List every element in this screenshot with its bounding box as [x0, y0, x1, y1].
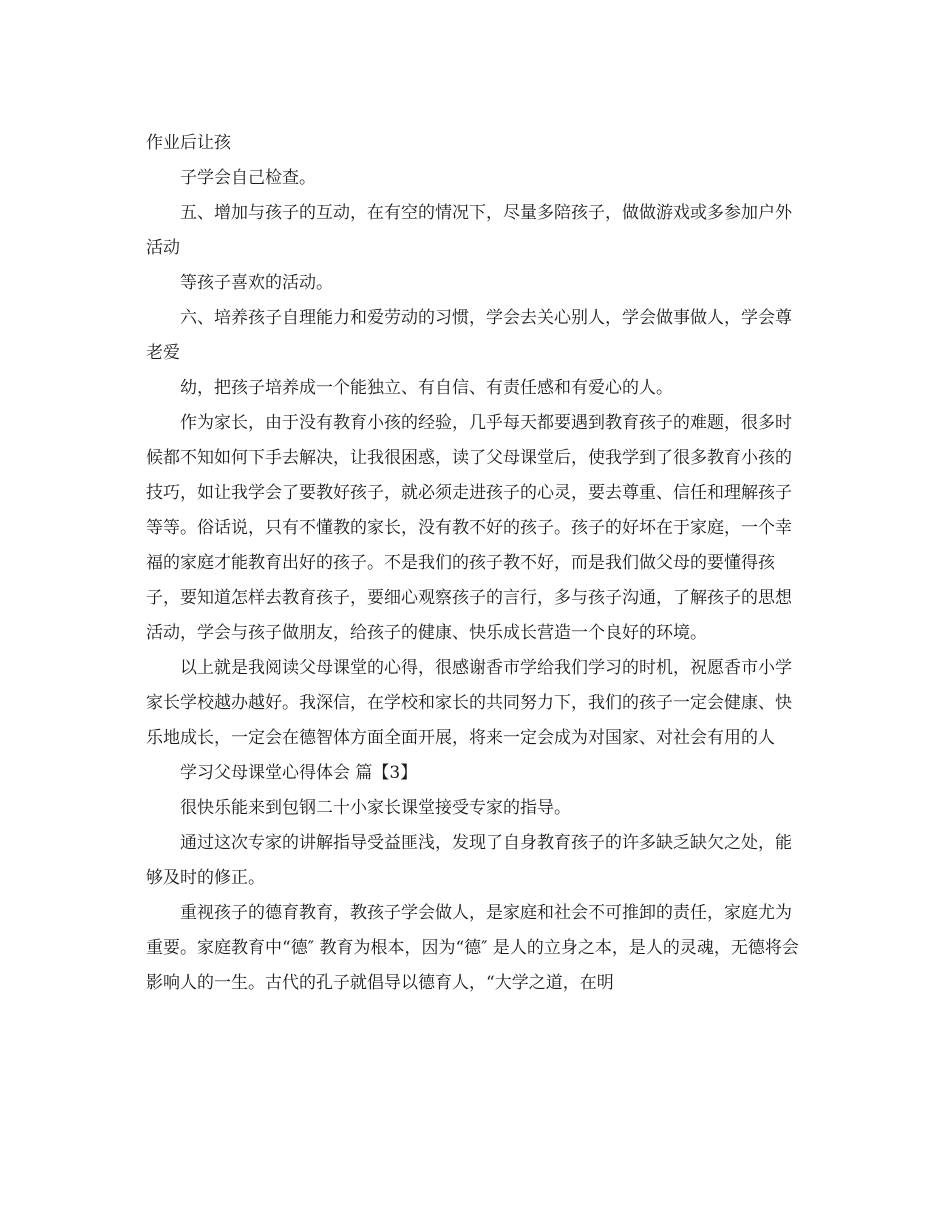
paragraph-8: 以上就是我阅读父母课堂的心得，很感谢香市学给我们学习的时机，祝愿香市小学家长学校越办越好。我深信，在学校和家长的共同努力下，我们的孩子一定会健康、快乐地成长，一定会在德智体方面全面开展，将来一定会成为对国家、对社会有用的人: [146, 658, 792, 748]
paragraph-10: 通过这次专家的讲解指导受益匪浅，发现了自身教育孩子的许多缺乏缺欠之处，能够及时的修正。: [146, 833, 792, 888]
paragraph-1: 作业后让孩: [146, 133, 231, 153]
paragraph-9: 很快乐能来到包钢二十小家长课堂接受专家的指导。: [180, 798, 571, 818]
paragraph-3: 五、增加与孩子的互动，在有空的情况下，尽量多陪孩子，做做游戏或多参加户外活动: [146, 203, 792, 258]
paragraph-11: 重视孩子的德育教育，教孩子学会做人，是家庭和社会不可推卸的责任，家庭尤为重要。家庭教育中“德″ 教育为根本，因为“德″ 是人的立身之本，是人的灵魂，无德将会影响人的一生。古代的孔子就倡导以德育人，“大学之道，在明: [146, 903, 799, 993]
section-heading: 学习父母课堂心得体会 篇【3】: [180, 763, 418, 783]
paragraph-4: 等孩子喜欢的活动。: [180, 273, 333, 293]
document-body: [146, 126, 802, 1001]
paragraph-7: 作为家长，由于没有教育小孩的经验，几乎每天都要遇到教育孩子的难题，很多时候都不知如何下手去解决，让我很困惑，读了父母课堂后，使我学到了很多教育小孩的技巧，如让我学会了要教好孩子，就必须走进孩子的心灵，要去尊重、信任和理解孩子等等。俗话说，只有不懂教的家长，没有教不好的孩子。孩子的好坏在于家庭，一个幸福的家庭才能教育出好的孩子。不是我们的孩子教不好，而是我们做父母的要懂得孩子，要知道怎样去教育孩子，要细心观察孩子的言行，多与孩子沟通，了解孩子的思想活动，学会与孩子做朋友，给孩子的健康、快乐成长营造一个良好的环境。: [146, 413, 792, 643]
paragraph-2: 子学会自己检查。: [180, 168, 316, 188]
paragraph-6: 幼，把孩子培养成一个能独立、有自信、有责任感和有爱心的人。: [180, 378, 673, 398]
paragraph-5: 六、培养孩子自理能力和爱劳动的习惯，学会去关心别人，学会做事做人，学会尊老爱: [146, 308, 792, 363]
